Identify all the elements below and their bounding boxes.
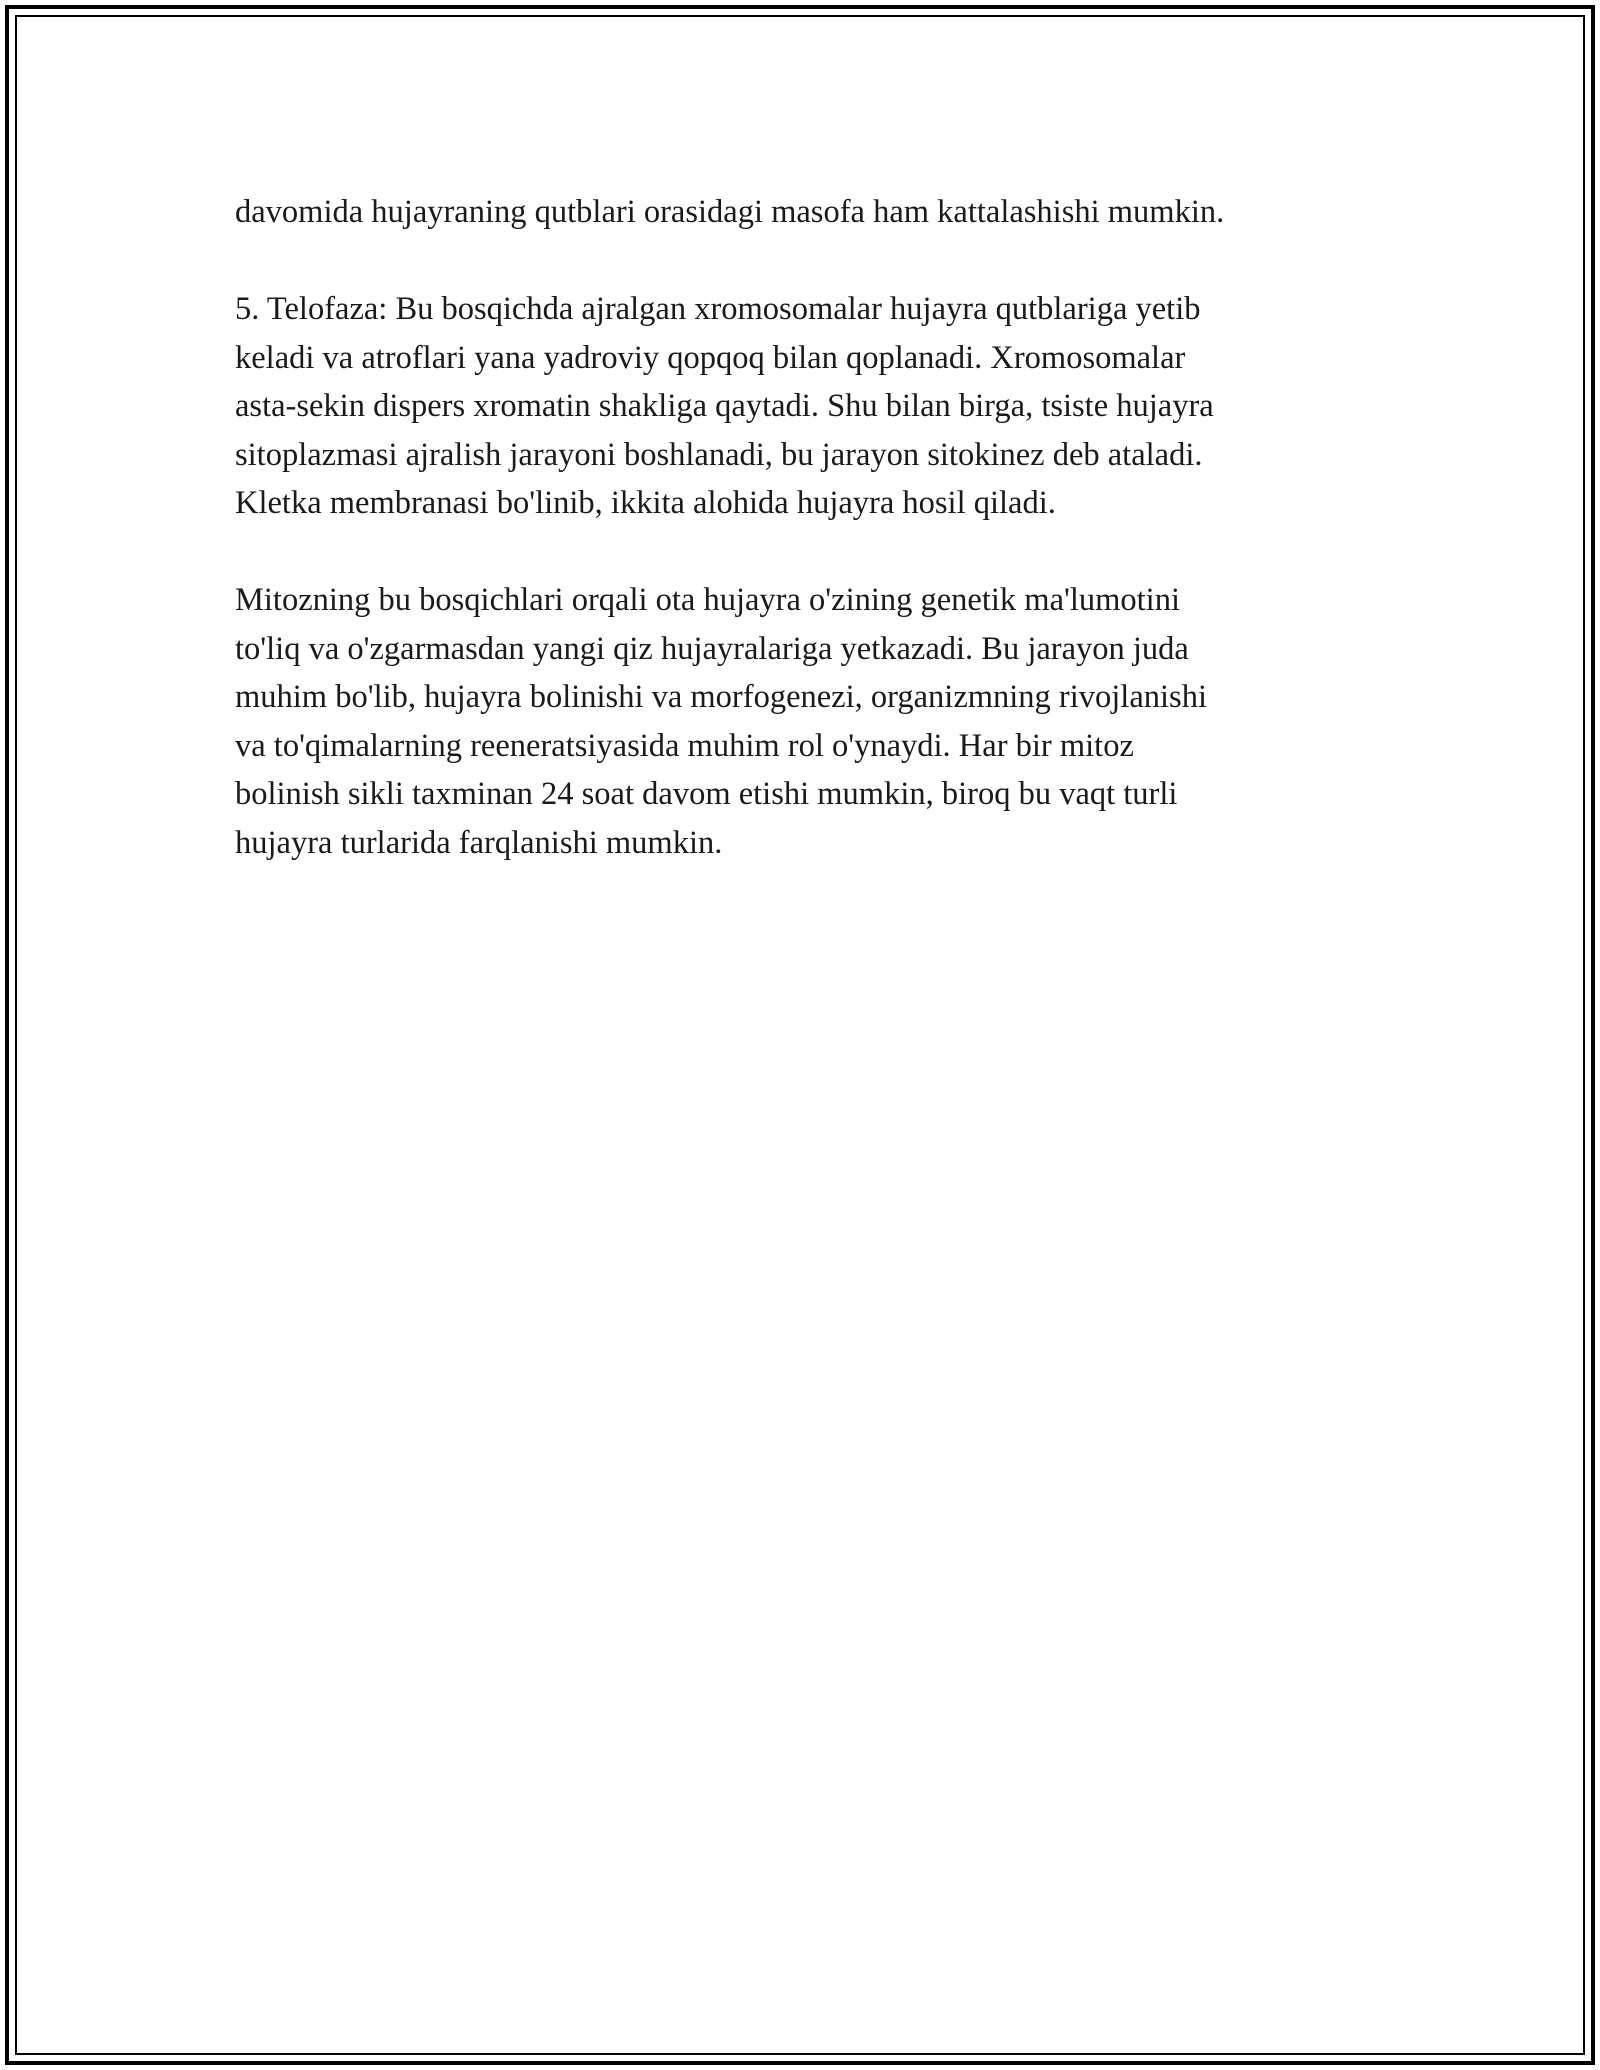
document-body — [235, 188, 1375, 916]
paragraph-telofaza: 5. Telofaza: Bu bosqichda ajralgan xromosomalar hujayra qutblariga yetib keladi va atroflari yana yadroviy qopqoq bilan qoplanadi. Xromosomalar asta-sekin dispers xromatin shakliga qaytadi. Shu bilan birga, tsiste hujayra sitoplazmasi ajralish jarayoni boshlanadi, bu jarayon sitokinez deb ataladi. Kletka membranasi bo'linib, ikkita alohida hujayra hosil qiladi. — [235, 291, 1214, 521]
paragraph-mitoz-summary: Mitozning bu bosqichlari orqali ota hujayra o'zining genetik ma'lumotini to'liq va o'zgarmasdan yangi qiz hujayralariga yetkazadi. Bu jarayon juda muhim bo'lib, hujayra bolinishi va morfogenezi, organizmning rivojlanishi va to'qimalarning reeneratsiyasida muhim rol o'ynaydi. Har bir mitoz bolinish sikli taxminan 24 soat davom etishi mumkin, biroq bu vaqt turli hujayra turlarida farqlanishi mumkin. — [235, 582, 1207, 861]
paragraph-continuation: davomida hujayraning qutblari orasidagi masofa ham kattalashishi mumkin. — [235, 194, 1225, 230]
